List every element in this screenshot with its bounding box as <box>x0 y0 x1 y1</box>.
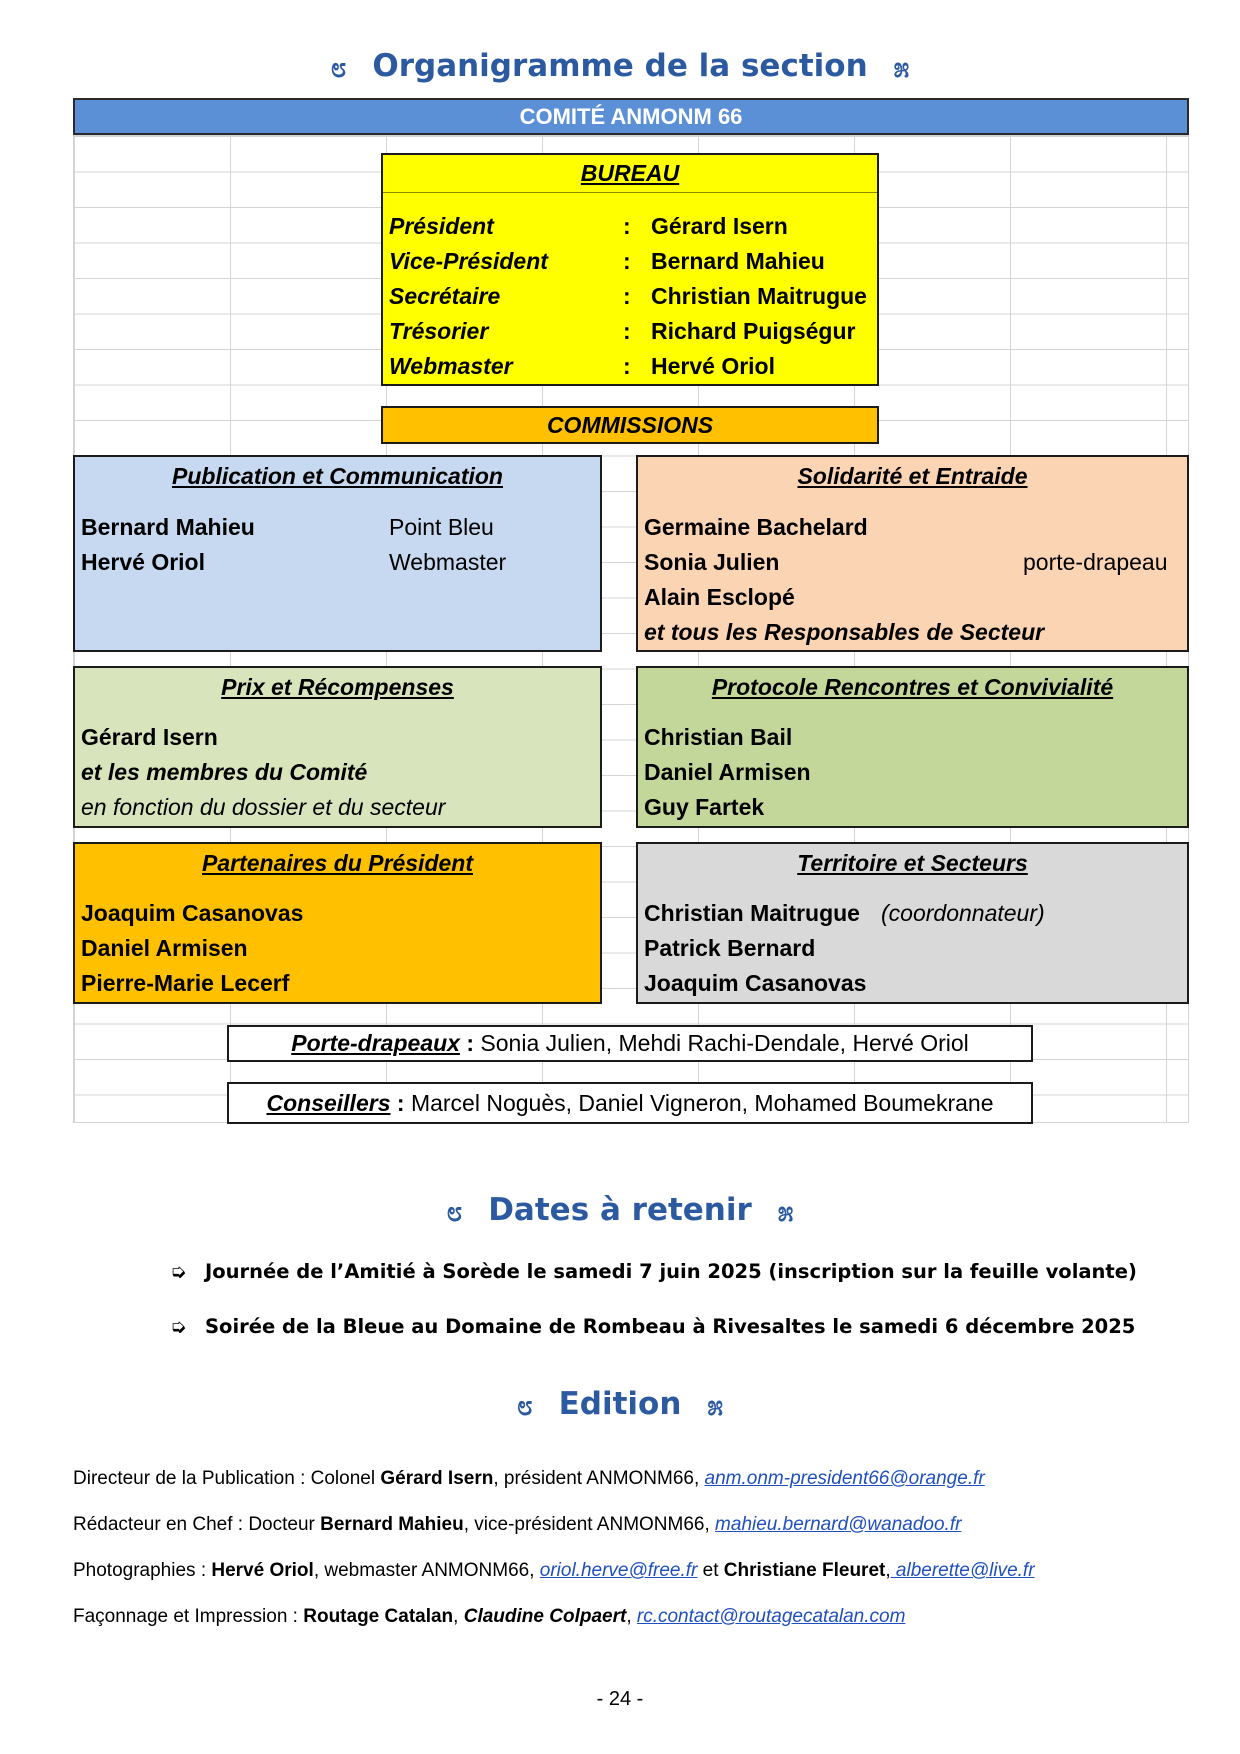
panel-territoire <box>636 842 1189 1004</box>
date-item: ➭ Soirée de la Bleue au Domaine de Rombeau à Rivesaltes le samedi 6 décembre 2025 <box>170 1315 1136 1338</box>
organigramme-title: ೮ Organigramme de la section ೫ <box>330 48 910 84</box>
member-name: Joaquim Casanovas <box>644 970 867 996</box>
member-note: en fonction du dossier et du secteur <box>81 794 446 820</box>
member-name: Gérard Isern <box>81 724 218 750</box>
member-note: (coordonnateur) <box>881 900 1045 926</box>
edition-title: ೮ Edition ೫ <box>516 1386 724 1422</box>
member-name: Germaine Bachelard <box>644 514 868 540</box>
panel-title: Solidarité et Entraide <box>797 463 1028 489</box>
member-note: porte-drapeau <box>1023 549 1168 575</box>
bureau-box: BUREAU Président : Gérard Isern Vice-Président : Bernard Mahieu Secrétaire : Christian Maitrugue Trésorier : Richard Puigségur Webmaster : Hervé Oriol <box>381 153 879 386</box>
panel-publication <box>73 455 602 652</box>
member-name: Daniel Armisen <box>644 759 811 785</box>
member-name: Hervé Oriol <box>81 549 205 575</box>
member-name: Patrick Bernard <box>644 935 816 961</box>
panel-prix <box>73 666 602 828</box>
email-link[interactable]: mahieu.bernard@wanadoo.fr <box>715 1514 962 1535</box>
panel-protocole <box>636 666 1189 828</box>
date-item: ➭ Journée de l’Amitié à Sorède le samedi 7 juin 2025 (inscription sur la feuille volante) <box>170 1260 1137 1283</box>
panel-title: Prix et Récompenses <box>221 674 454 700</box>
panel-title: Protocole Rencontres et Convivialité <box>711 674 1114 700</box>
dates-title: ೮ Dates à retenir ೫ <box>446 1192 794 1228</box>
edition-line-directeur: Directeur de la Publication : Colonel Gérard Isern, président ANMONM66, anm.onm-president66@orange.fr <box>73 1468 985 1489</box>
ornament-left-icon: ೮ <box>446 1194 463 1228</box>
ornament-left-icon: ೮ <box>516 1388 533 1422</box>
member-name: Joaquim Casanovas <box>81 900 304 926</box>
commissions-header: COMMISSIONS <box>381 406 879 444</box>
comite-banner: COMITÉ ANMONM 66 <box>73 98 1189 135</box>
ornament-right-icon: ೫ <box>707 1388 724 1422</box>
edition-line-photographies: Photographies : Hervé Oriol, webmaster ANMONM66, oriol.herve@free.fr et Christiane Fleuret, alberette@live.fr <box>73 1560 1035 1581</box>
panel-title: Partenaires du Président <box>202 850 473 876</box>
ornament-right-icon: ೫ <box>777 1194 794 1228</box>
email-link[interactable]: oriol.herve@free.fr <box>539 1560 698 1581</box>
member-note: Webmaster <box>389 549 507 575</box>
email-link[interactable]: rc.contact@routagecatalan.com <box>636 1606 906 1627</box>
edition-line-faconnage: Façonnage et Impression : Routage Catalan, Claudine Colpaert, rc.contact@routagecatalan.com <box>73 1606 906 1627</box>
member-note: Point Bleu <box>389 514 494 540</box>
member-name: et tous les Responsables de Secteur <box>644 619 1045 645</box>
member-name: Bernard Mahieu <box>81 514 255 540</box>
email-link[interactable]: alberette@live.fr <box>890 1560 1035 1581</box>
panel-solidarite <box>636 455 1189 652</box>
page-number: - 24 - <box>596 1688 644 1710</box>
panel-title: Publication et Communication <box>172 463 503 489</box>
member-name: Daniel Armisen <box>81 935 248 961</box>
member-name: Alain Esclopé <box>644 584 795 610</box>
member-name: Guy Fartek <box>644 794 765 820</box>
ornament-right-icon: ೫ <box>893 50 910 84</box>
panel-title: Territoire et Secteurs <box>797 850 1028 876</box>
member-name: Pierre-Marie Lecerf <box>81 970 290 996</box>
email-link[interactable]: anm.onm-president66@orange.fr <box>704 1468 985 1489</box>
member-name: Christian Maitrugue <box>644 900 860 926</box>
member-name: Sonia Julien <box>644 549 780 575</box>
panel-partenaires <box>73 842 602 1004</box>
bureau-title: BUREAU <box>383 155 877 193</box>
arrow-icon: ➭ <box>170 1260 187 1283</box>
member-name: Christian Bail <box>644 724 793 750</box>
ornament-left-icon: ೮ <box>330 50 347 84</box>
edition-line-redacteur: Rédacteur en Chef : Docteur Bernard Mahieu, vice-président ANMONM66, mahieu.bernard@wanadoo.fr <box>73 1514 962 1535</box>
member-name: et les membres du Comité <box>81 759 368 785</box>
porte-drapeaux-row: Porte-drapeaux : Sonia Julien, Mehdi Rachi-Dendale, Hervé Oriol <box>227 1025 1033 1062</box>
arrow-icon: ➭ <box>170 1315 187 1338</box>
conseillers-row: Conseillers : Marcel Noguès, Daniel Vigneron, Mohamed Boumekrane <box>227 1082 1033 1124</box>
